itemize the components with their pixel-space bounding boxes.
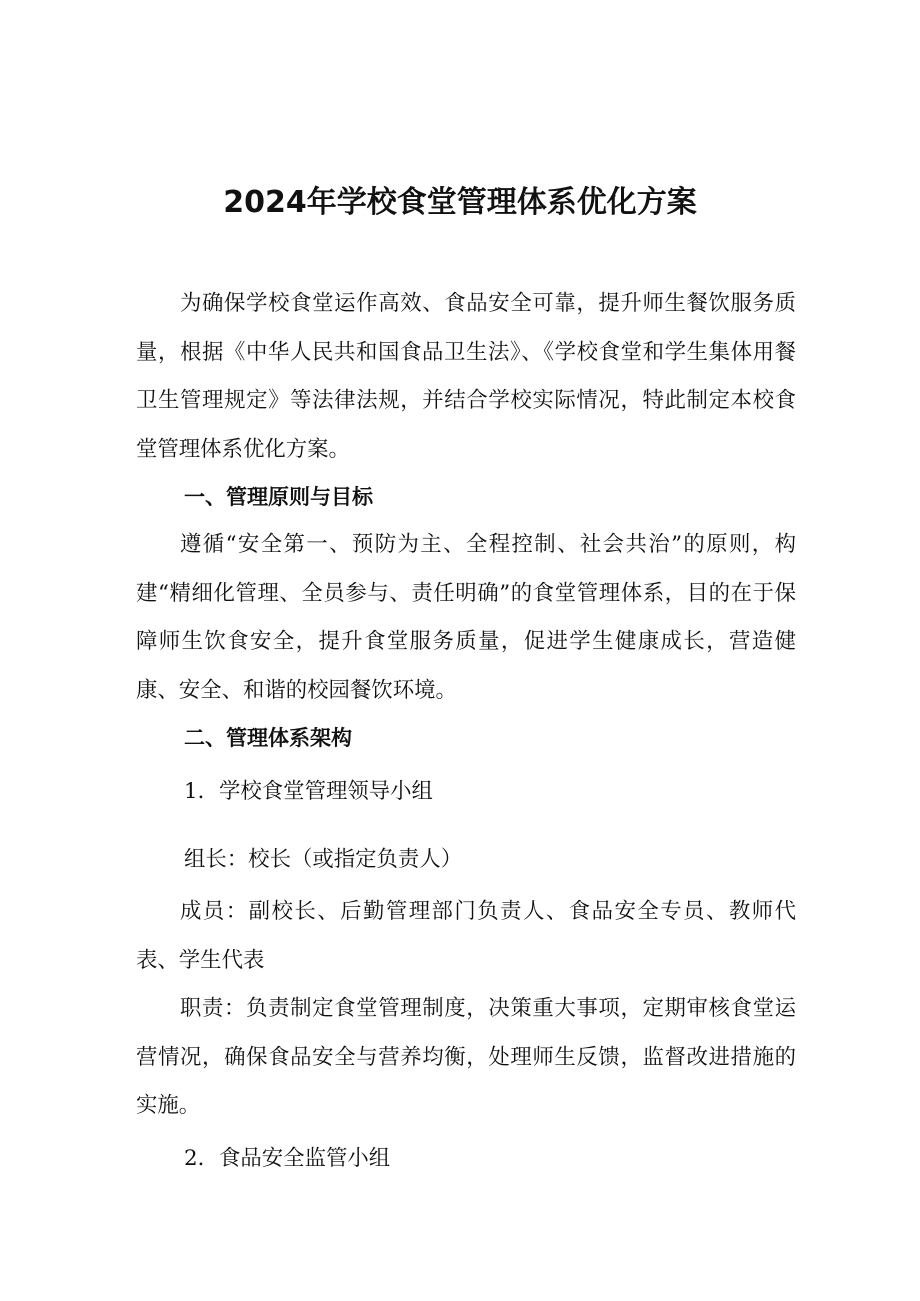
item-1-title: 1．学校食堂管理领导小组 [184,779,433,804]
item-1-leader: 组长：校长（或指定负责人） [184,847,463,872]
item-2-title: 2．食品安全监管小组 [184,1146,391,1171]
section-1-heading: 一、管理原则与目标 [184,485,373,509]
item-1-members: 成员：副校长、后勤管理部门负责人、食品安全专员、教师代表、学生代表 [136,899,796,973]
page-title: 2024年学校食堂管理体系优化方案 [223,185,697,220]
intro-paragraph: 为确保学校食堂运作高效、食品安全可靠，提升师生餐饮服务质量，根据《中华人民共和国食品卫生法》、《学校食堂和学生集体用餐卫生管理规定》等法律法规，并结合学校实际情况，特此制定本校食堂管理体系优化方案。 [136,291,796,462]
item-1-duties: 职责：负责制定食堂管理制度，决策重大事项，定期审核食堂运营情况，确保食品安全与营养均衡，处理师生反馈，监督改进措施的实施。 [136,996,796,1118]
section-1-body: 遵循“安全第一、预防为主、全程控制、社会共治”的原则，构建“精细化管理、全员参与、责任明确”的食堂管理体系，目的在于保障师生饮食安全，提升食堂服务质量，促进学生健康成长，营造健康、安全、和谐的校园餐饮环境。 [136,532,796,703]
section-2-heading: 二、管理体系架构 [184,726,352,750]
